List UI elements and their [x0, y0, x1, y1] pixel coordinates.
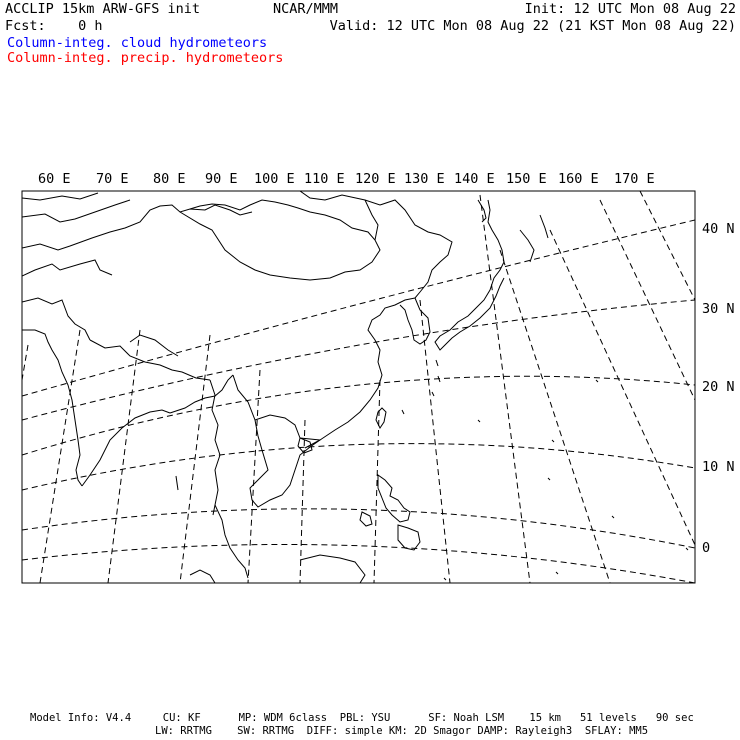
lon-label: 70 E	[96, 171, 129, 187]
organization: NCAR/MMM	[273, 1, 339, 17]
model-title: ACCLIP 15km ARW-GFS init	[5, 1, 201, 17]
legend-precip: Column-integ. precip. hydrometeors	[7, 50, 284, 66]
lon-label: 150 E	[506, 171, 547, 187]
lon-label: 160 E	[558, 171, 599, 187]
lat-label: 40 N	[702, 221, 735, 237]
coastlines	[22, 191, 688, 583]
lon-label: 120 E	[355, 171, 396, 187]
lon-label: 100 E	[254, 171, 295, 187]
lon-label: 140 E	[454, 171, 495, 187]
lon-label: 170 E	[614, 171, 655, 187]
lat-label: 10 N	[702, 459, 735, 475]
lon-label: 130 E	[404, 171, 445, 187]
legend-cloud: Column-integ. cloud hydrometeors	[7, 35, 268, 51]
init-time: Init: 12 UTC Mon 08 Aug 22	[524, 1, 736, 17]
lat-label: 30 N	[702, 301, 735, 317]
valid-time: Valid: 12 UTC Mon 08 Aug 22 (21 KST Mon 08 Aug 22)	[329, 18, 736, 34]
lon-label: 110 E	[304, 171, 345, 187]
lon-label: 90 E	[205, 171, 238, 187]
lon-label: 60 E	[38, 171, 71, 187]
model-info-line2: LW: RRTMG SW: RRTMG DIFF: simple KM: 2D Smagor DAMP: Rayleigh3 SFLAY: MM5	[155, 725, 649, 737]
graticule	[22, 191, 695, 583]
lon-label: 80 E	[153, 171, 186, 187]
forecast-hour: Fcst: 0 h	[5, 18, 103, 34]
map-frame	[22, 191, 695, 583]
lat-label: 20 N	[702, 379, 735, 395]
model-info-line1: Model Info: V4.4 CU: KF MP: WDM 6class PBL: YSU SF: Noah LSM 15 km 51 levels 90 sec	[30, 712, 694, 724]
lat-label: 0	[702, 540, 711, 556]
